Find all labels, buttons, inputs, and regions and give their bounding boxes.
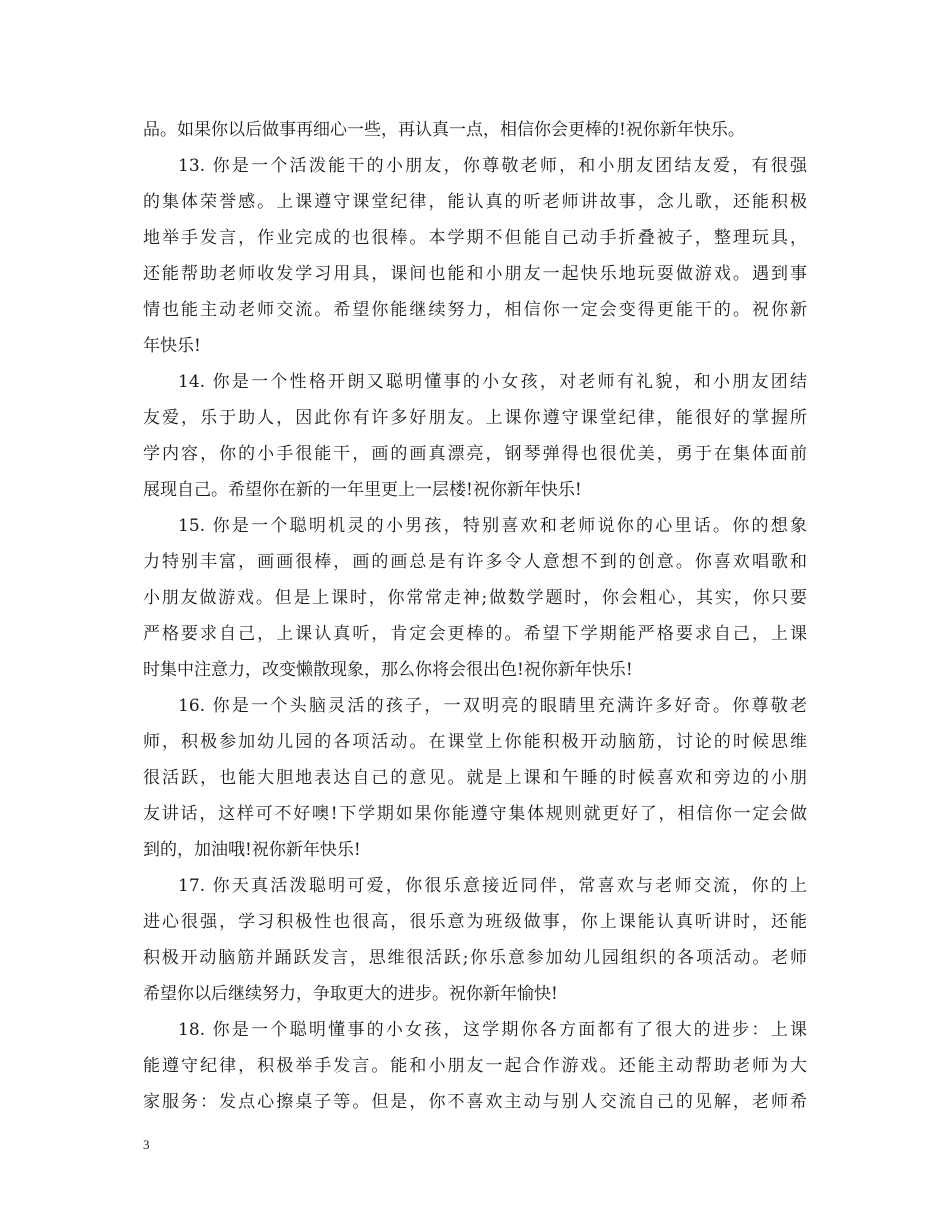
- text-line: 友爱，乐于助人，因此你有许多好朋友。上课你遵守课堂纪律，能很好的掌握所: [143, 408, 807, 428]
- text-line: 年快乐!: [143, 336, 201, 356]
- text-line: 15. 你是一个聪明机灵的小男孩，特别喜欢和老师说你的心里话。你的想象: [178, 516, 807, 536]
- text-line: 力特别丰富，画画很棒，画的画总是有许多令人意想不到的创意。你喜欢唱歌和: [143, 552, 807, 572]
- text-line: 还能帮助老师收发学习用具，课间也能和小朋友一起快乐地玩耍做游戏。遇到事: [143, 264, 807, 284]
- text-line: 家服务：发点心擦桌子等。但是，你不喜欢主动与别人交流自己的见解，老师希: [143, 1092, 807, 1112]
- text-line: 情也能主动老师交流。希望你能继续努力，相信你一定会变得更能干的。祝你新: [143, 300, 807, 320]
- text-line: 18. 你是一个聪明懂事的小女孩，这学期你各方面都有了很大的进步：上课: [178, 1020, 807, 1040]
- text-line: 13. 你是一个活泼能干的小朋友，你尊敬老师，和小朋友团结友爱，有很强: [178, 156, 807, 176]
- text-line: 师，积极参加幼儿园的各项活动。在课堂上你能积极开动脑筋，讨论的时候思维: [143, 732, 807, 752]
- text-line: 的集体荣誉感。上课遵守课堂纪律，能认真的听老师讲故事，念儿歌，还能积极: [143, 192, 807, 212]
- text-line: 积极开动脑筋并踊跃发言，思维很活跃;你乐意参加幼儿园组织的各项活动。老师: [143, 948, 807, 968]
- text-line: 地举手发言，作业完成的也很棒。本学期不但能自己动手折叠被子，整理玩具，: [143, 228, 807, 248]
- text-line: 时集中注意力，改变懒散现象，那么你将会很出色!祝你新年快乐!: [143, 660, 633, 680]
- text-line: 希望你以后继续努力，争取更大的进步。祝你新年愉快!: [143, 984, 558, 1004]
- page-body: [143, 112, 807, 1120]
- text-line: 能遵守纪律，积极举手发言。能和小朋友一起合作游戏。还能主动帮助老师为大: [143, 1056, 807, 1076]
- text-line: 到的，加油哦!祝你新年快乐!: [143, 840, 361, 860]
- text-line: 很活跃，也能大胆地表达自己的意见。就是上课和午睡的时候喜欢和旁边的小朋: [143, 768, 807, 788]
- text-line: 学内容，你的小手很能干，画的画真漂亮，钢琴弹得也很优美，勇于在集体面前: [143, 444, 807, 464]
- text-line: 进心很强，学习积极性也很高，很乐意为班级做事，你上课能认真听讲时，还能: [143, 912, 807, 932]
- text-line: 展现自己。希望你在新的一年里更上一层楼!祝你新年快乐!: [143, 480, 582, 500]
- text-line: 小朋友做游戏。但是上课时，你常常走神;做数学题时，你会粗心，其实，你只要: [143, 588, 807, 608]
- text-line: 17. 你天真活泼聪明可爱，你很乐意接近同伴，常喜欢与老师交流，你的上: [178, 876, 807, 896]
- text-line: 16. 你是一个头脑灵活的孩子，一双明亮的眼睛里充满许多好奇。你尊敬老: [178, 696, 807, 716]
- text-line: 品。如果你以后做事再细心一些，再认真一点，相信你会更棒的!祝你新年快乐。: [143, 120, 745, 140]
- text-line: 友讲话，这样可不好噢!下学期如果你能遵守集体规则就更好了，相信你一定会做: [143, 804, 807, 824]
- text-line: 14. 你是一个性格开朗又聪明懂事的小女孩，对老师有礼貌，和小朋友团结: [178, 372, 807, 392]
- text-line: 严格要求自己，上课认真听，肯定会更棒的。希望下学期能严格要求自己，上课: [143, 624, 807, 644]
- page-number: 3: [143, 1137, 150, 1152]
